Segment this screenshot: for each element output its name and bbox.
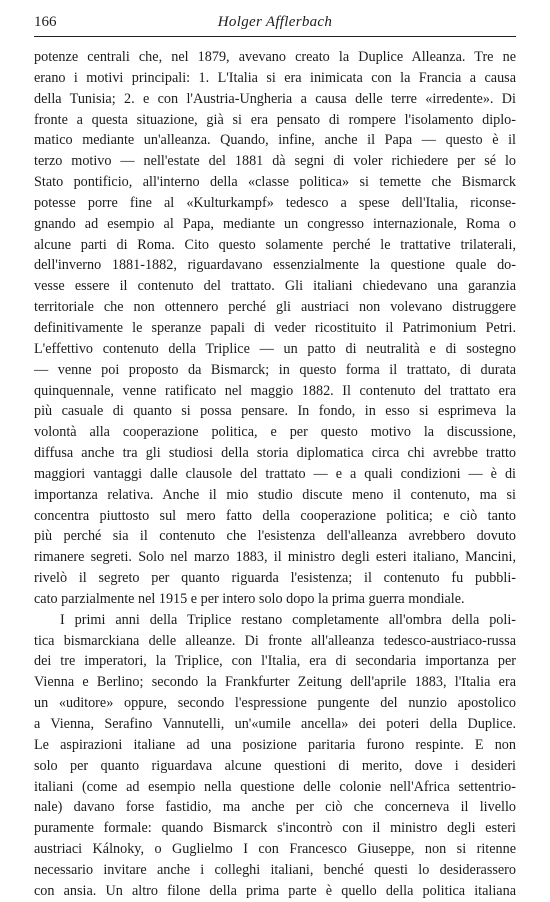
text-line: diffusa anche tra gli studiosi della storia diplomatica circa chi avrebbe tratto: [34, 445, 516, 462]
text-line: italiani (come ad esempio nella questione delle colonie nell'Africa settentrio-: [34, 778, 516, 795]
text-line: più perché sia il contenuto che l'esistenza dell'alleanza avrebbero dovuto: [34, 528, 516, 545]
text-line: cato parzialmente nel 1915 e per intero solo dopo la prima guerra mondiale.: [34, 590, 465, 607]
text-line: rivelò il segreto per quanto riguarda l'esistenza; il contenuto fu pubbli-: [34, 570, 516, 587]
text-line: potenze centrali che, nel 1879, avevano creato la Duplice Alleanza. Tre ne: [34, 49, 516, 65]
page-header: [34, 14, 516, 37]
text-line: volontà alla cooperazione politica, e per questo motivo la discussione,: [34, 424, 516, 441]
text-line: concentra piuttosto sul mero fatto della cooperazione politica; e ciò tanto: [34, 507, 516, 524]
text-line: tica bismarckiana delle alleanze. Di fronte all'alleanza tedesco-austriaco-russa: [34, 632, 516, 649]
text-line: rimanere segreti. Solo nel marzo 1883, il ministro degli esteri italiano, Mancini,: [34, 549, 516, 566]
text-line: con ansia. Un altro filone della prima parte è quello della politica italiana: [34, 882, 516, 899]
text-line: gnando ad esempio al Papa, mediante un congresso internazionale, Roma o: [34, 215, 516, 232]
text-line: definitivamente le speranze papali di veder ricostituito il Patrimonium Petri.: [34, 319, 516, 336]
text-line: I primi anni della Triplice restano completamente all'ombra della poli-: [60, 611, 516, 628]
text-line: erano i motivi principali: 1. L'Italia si era inimicata con la Francia a causa: [34, 69, 516, 86]
text-line: — venne poi proposto da Bismarck; in questo forma il trattato, di durata: [34, 361, 516, 378]
text-line: territoriale che non ottennero perché gli austriaci non volevano distruggere: [34, 299, 516, 316]
body-text: [34, 47, 516, 902]
text-line: alcune parti di Roma. Cito questo solamente perché le trattative trilaterali,: [34, 236, 516, 253]
text-line: austriaci Kálnoky, o Guglielmo I con Francesco Giuseppe, non si ritenne: [34, 841, 516, 858]
text-line: Vienna e Berlino; secondo la Frankfurter Zeitung dell'aprile 1883, l'Italia era: [34, 674, 516, 691]
text-line: fronte a questa situazione, già si era pensato di rompere l'isolamento diplo-: [34, 111, 516, 128]
text-line: nale) davano forse fastidio, ma anche per ciò che concerneva il livello: [34, 799, 516, 816]
text-line: solo per quanto riguardava alcune questioni di merito, dove i desideri: [34, 757, 516, 774]
text-line: un «uditore» oppure, secondo l'espressione pungente del nunzio apostolico: [34, 695, 516, 712]
text-line: necessario invitare anche i colleghi italiani, benché questi lo desiderassero: [34, 861, 516, 878]
text-line: matico mediante un'alleanza. Quando, infine, anche il Papa — questo è il: [34, 132, 516, 149]
text-line: a Vienna, Serafino Vannutelli, un'«umile ancella» dei poteri della Duplice.: [34, 716, 516, 732]
text-line: più casuale di quanto si possa pensare. In fondo, in esso si esprimeva la: [34, 403, 516, 420]
text-line: Le aspirazioni italiane ad una posizione paritaria furono respinte. E non: [34, 736, 516, 753]
text-line: della Tunisia; 2. e con l'Austria-Ungheria a causa delle terre «irredente». Di: [34, 90, 516, 107]
text-line: L'effettivo contenuto della Triplice — un patto di neutralità e di sostegno: [34, 340, 516, 357]
text-line: dei tre imperatori, la Triplice, con l'Italia, era di secondaria importanza per: [34, 653, 516, 670]
text-line: terzo motivo — nell'estate del 1881 dà segni di voler richiedere per sé lo: [34, 153, 516, 170]
text-line: dell'inverno 1881-1882, riguardavano essenzialmente la questione quale do-: [34, 257, 516, 274]
running-head: Holger Afflerbach: [217, 14, 333, 30]
text-line: quinquennale, venne ratificato nel maggio 1882. Il contenuto del trattato era: [34, 382, 516, 399]
text-line: Stato pontificio, all'interno della «classe politica» si temette che Bismarck: [34, 174, 516, 191]
text-line: potesse porre fine al «Kulturkampf» tedesco a spese dell'Italia, riconse-: [34, 194, 516, 211]
text-line: maggiori vantaggi dalle clausole del trattato — e a quali condizioni — è di: [34, 465, 516, 482]
text-line: importanza relativa. Anche il mio studio discute meno il contenuto, ma si: [34, 486, 516, 503]
page-number: 166: [34, 14, 57, 30]
text-line: puramente formale: quando Bismarck s'incontrò con il ministro degli esteri: [34, 820, 516, 837]
text-line: vesse essere il contenuto del trattato. Gli italiani chiedevano una garanzia: [34, 278, 516, 295]
